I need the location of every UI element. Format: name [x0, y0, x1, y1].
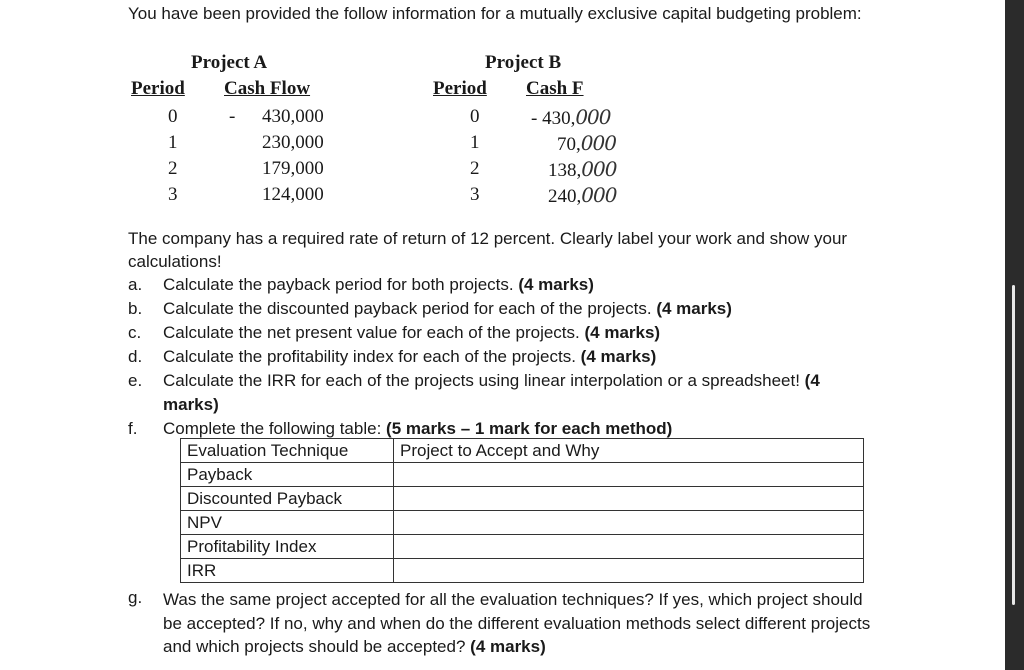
scrollbar-thumb[interactable] [1012, 285, 1015, 605]
technique-cell: IRR [181, 559, 394, 583]
table-header-cell: Project to Accept and Why [394, 439, 864, 463]
project-a-period: 1 [168, 132, 178, 153]
question-item [128, 297, 888, 321]
project-b-cash-printed: 240, [548, 186, 582, 207]
project-a-period-header: Period [131, 78, 185, 99]
scrollbar-track[interactable] [1005, 0, 1024, 670]
question-marks: (4 marks) [163, 371, 820, 414]
question-marks: (4 marks) [470, 637, 546, 656]
project-a-cash: 230,000 [262, 132, 324, 153]
project-b-cash-handwritten: 000 [581, 183, 617, 207]
question-text: Calculate the IRR for each of the projects using linear interpolation or a spreadsheet! (4 marks) [163, 371, 820, 414]
question-marks: (4 marks) [580, 347, 657, 366]
question-text: Complete the following table: (5 marks – 1 mark for each method) [163, 419, 673, 438]
answer-cell[interactable] [394, 487, 864, 511]
project-a-cash: 179,000 [262, 158, 324, 179]
project-b-cash [548, 182, 616, 210]
question-list [128, 273, 888, 441]
answer-cell[interactable] [394, 463, 864, 487]
question-text: Calculate the payback period for both projects. (4 marks) [163, 275, 594, 294]
project-b-period: 1 [470, 132, 480, 153]
project-b-cash-handwritten: 000 [581, 157, 617, 181]
project-a-period: 3 [168, 184, 178, 205]
table-row [181, 511, 864, 535]
project-a-cash-header: Cash Flow [224, 78, 311, 99]
question-text: Calculate the discounted payback period for each of the projects. (4 marks) [163, 299, 732, 318]
question-letter: e. [128, 371, 143, 390]
question-item [128, 321, 888, 345]
project-b-cash [548, 156, 616, 184]
project-b-cash-printed: 70, [557, 134, 581, 155]
project-b-cash-handwritten: 000 [575, 105, 611, 129]
project-b-cash-handwritten: 000 [580, 131, 616, 155]
question-text: Calculate the net present value for each of the projects. (4 marks) [163, 323, 661, 342]
table-header-cell: Evaluation Technique [181, 439, 394, 463]
project-a-period: 0 [168, 106, 178, 127]
question-letter: d. [128, 347, 143, 366]
answer-cell[interactable] [394, 511, 864, 535]
project-a-title: Project A [191, 52, 268, 73]
question-letter: b. [128, 299, 143, 318]
table-row [181, 535, 864, 559]
question-letter: a. [128, 275, 143, 294]
technique-cell: Profitability Index [181, 535, 394, 559]
question-item [128, 273, 888, 297]
question-letter: f. [128, 419, 138, 438]
project-b-cash [531, 104, 611, 132]
question-item [128, 369, 888, 417]
project-b-period: 2 [470, 158, 480, 179]
evaluation-table [180, 438, 864, 583]
project-a-sign: - [229, 106, 236, 127]
question-letter: c. [128, 323, 142, 342]
project-b-cash-printed: 138, [548, 160, 582, 181]
question-marks: (4 marks) [656, 299, 732, 318]
question-text: Calculate the profitability index for each of the projects. (4 marks) [163, 347, 657, 366]
table-header-row [181, 439, 864, 463]
question-text: Was the same project accepted for all the evaluation techniques? If yes, which project should be accepted? If no, why and when do the different evaluation methods select different projects and which projects should be accepted? (4 marks) [163, 590, 871, 656]
table-row [181, 487, 864, 511]
project-b-period-header: Period [433, 78, 487, 99]
project-b-period: 3 [470, 184, 480, 205]
question-marks: (4 marks) [518, 275, 594, 294]
question-marks: (5 marks – 1 mark for each method) [386, 419, 673, 438]
table-row [181, 463, 864, 487]
project-a-cash: 124,000 [262, 184, 324, 205]
question-marks: (4 marks) [584, 323, 661, 342]
project-b-cash-header: Cash F [526, 78, 584, 99]
project-a-cash: 430,000 [262, 106, 324, 127]
technique-cell: Discounted Payback [181, 487, 394, 511]
technique-cell: NPV [181, 511, 394, 535]
answer-cell[interactable] [394, 535, 864, 559]
question-letter: g. [128, 588, 143, 607]
answer-cell[interactable] [394, 559, 864, 583]
table-row [181, 559, 864, 583]
project-b-title: Project B [485, 52, 562, 73]
project-b-cash [557, 130, 616, 158]
question-item [128, 345, 888, 369]
requirement-text: The company has a required rate of return of 12 percent. Clearly label your work and show your calculations! [128, 229, 848, 271]
project-a-period: 2 [168, 158, 178, 179]
project-b-period: 0 [470, 106, 480, 127]
project-b-cash-printed: - 430, [531, 108, 576, 129]
intro-text: You have been provided the follow information for a mutually exclusive capital budgeting problem: [128, 4, 862, 23]
technique-cell: Payback [181, 463, 394, 487]
